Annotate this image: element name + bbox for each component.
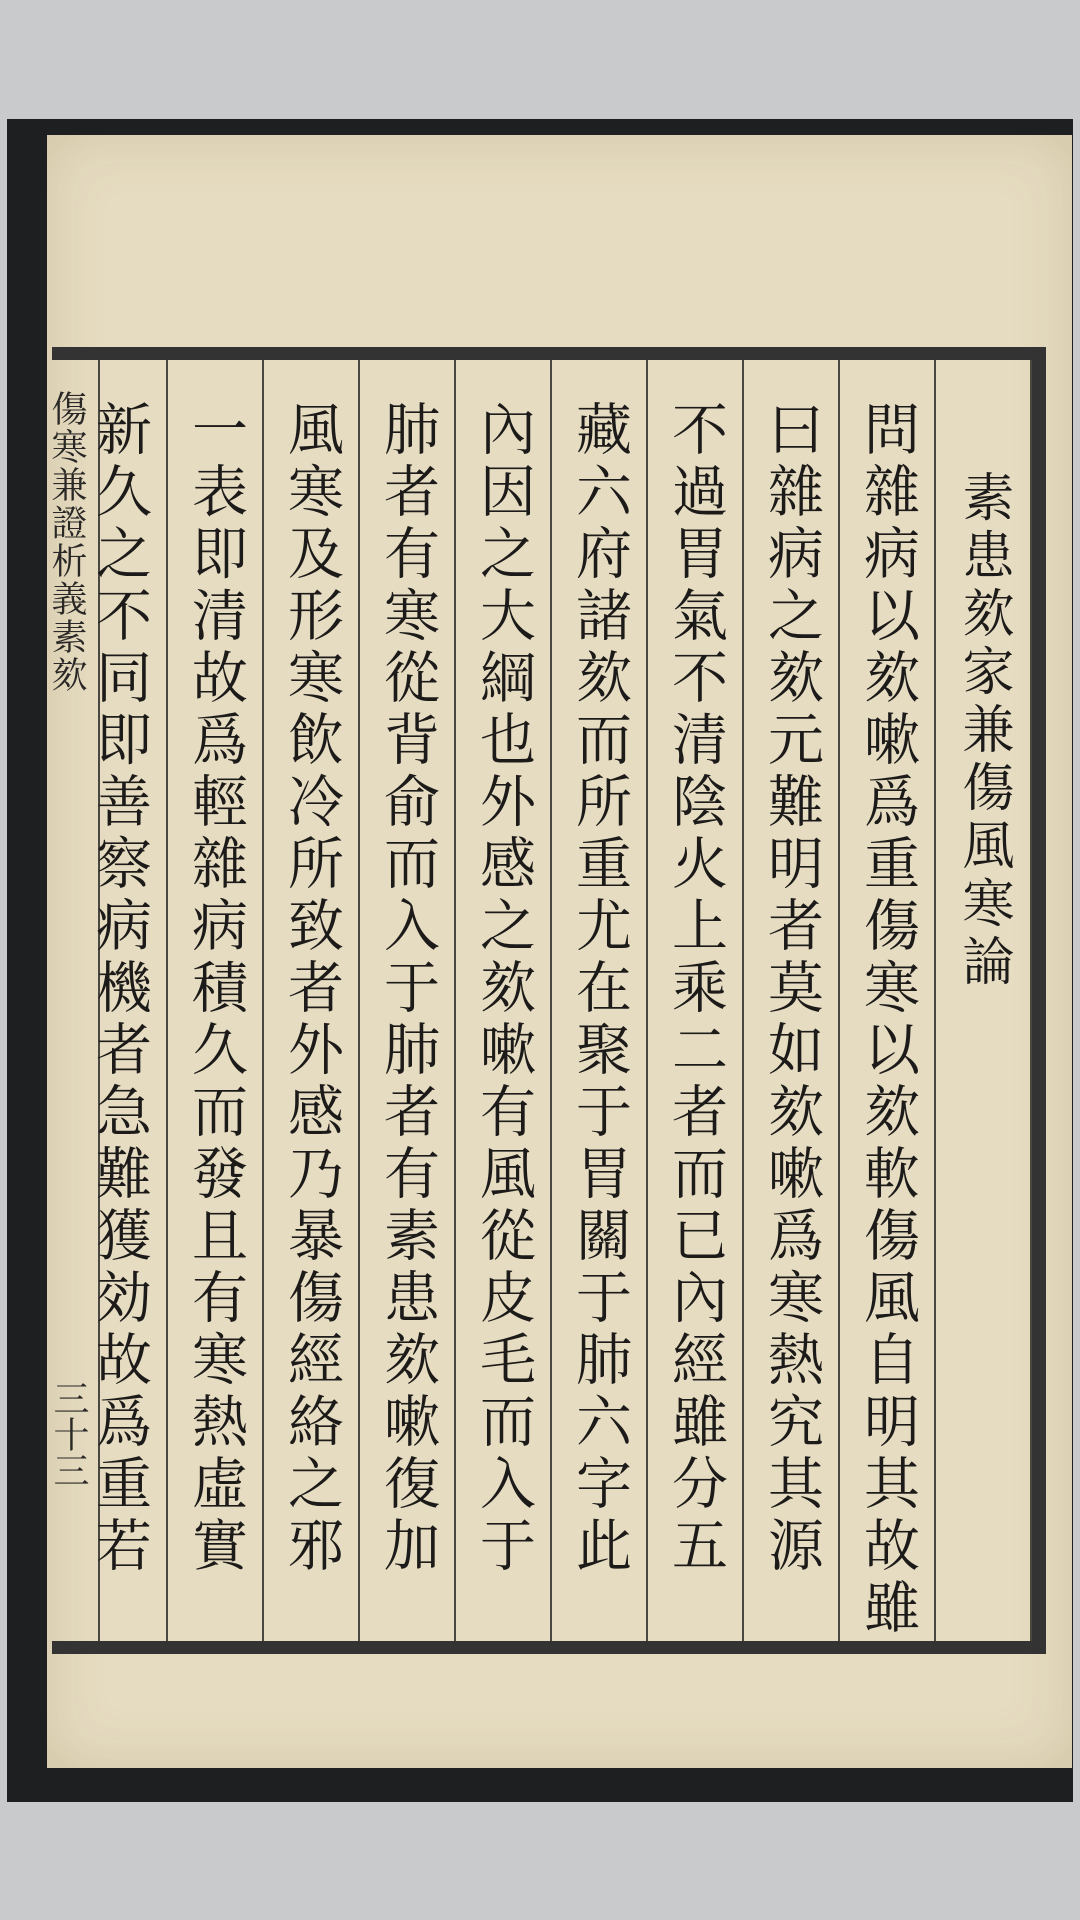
column-text: 新久之不同即善察病機者急難獲効故爲重若 [87, 400, 152, 1578]
column-text: 曰雜病之欬元難明者莫如欬嗽爲寒熱究其源 [759, 400, 824, 1578]
column-text: 內因之大綱也外感之欬嗽有風從皮毛而入于 [471, 400, 536, 1578]
book-page [47, 135, 1072, 1768]
column-text: 不過胃氣不清陰火上乘二者而已內經雖分五 [663, 400, 728, 1578]
frame-top-rule [52, 347, 1040, 360]
running-title-text: 傷寒兼證析義 [46, 390, 87, 618]
text-column-8 [264, 360, 360, 1641]
column-text: 素患欬家兼傷風寒論 [953, 470, 1013, 992]
column-text: 風寒及形寒飲冷所致者外感乃暴傷經絡之邪 [279, 400, 344, 1578]
text-column-9 [168, 360, 264, 1641]
column-text: 一表即清故爲輕雜病積久而發且有寒熱虛實 [183, 400, 248, 1578]
text-column-6 [456, 360, 552, 1641]
frame-right-rule [1032, 347, 1046, 1654]
column-text: 肺者有寒從背俞而入于肺者有素患欬嗽復加 [375, 400, 440, 1578]
column-text: 藏六府諸欬而所重尤在聚于胃關于肺六字此 [567, 400, 632, 1578]
text-column-5 [552, 360, 648, 1641]
text-column-1 [936, 360, 1032, 1641]
text-block [46, 347, 1040, 1654]
text-column-4 [648, 360, 744, 1641]
column-text: 問雜病以欬嗽爲重傷寒以欬軟傷風自明其故雖 [855, 400, 920, 1640]
folio-number: 三十三 [48, 1380, 89, 1488]
text-column-3 [744, 360, 840, 1641]
text-column-7 [360, 360, 456, 1641]
frame-bottom-rule [52, 1641, 1040, 1654]
section-mark: 素欬 [46, 618, 87, 694]
text-column-2 [840, 360, 936, 1641]
text-column-10 [87, 360, 168, 1641]
